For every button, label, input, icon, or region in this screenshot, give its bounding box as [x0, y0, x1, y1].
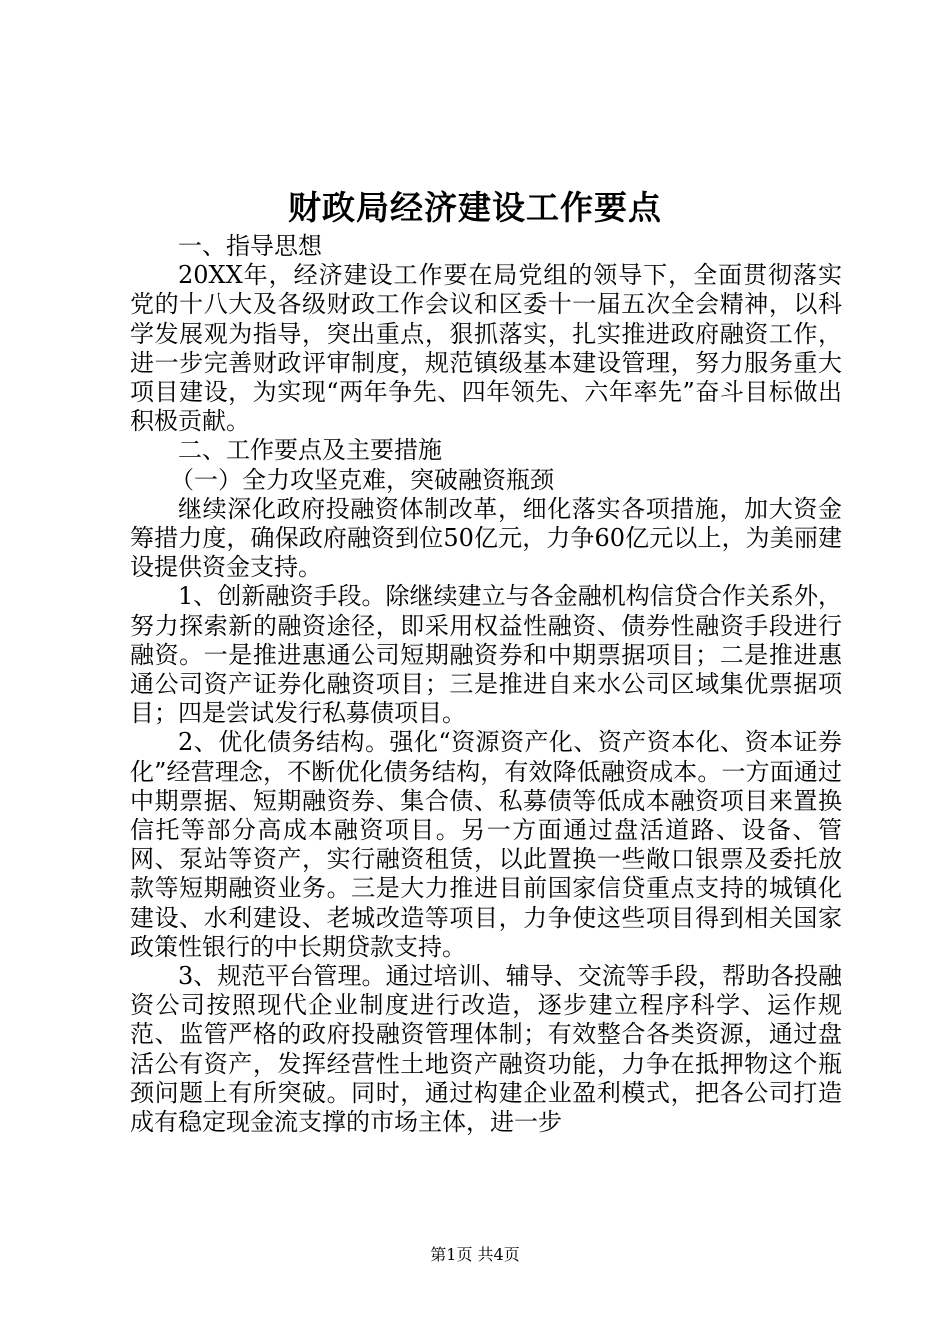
subsection-heading: （一）全力攻坚克难，突破融资瓶颈 — [170, 465, 554, 494]
document-title: 财政局经济建设工作要点 — [288, 188, 662, 227]
page-footer: 第1页 共4页 — [430, 1245, 520, 1264]
paragraph: 继续深化政府投融资体制改革，细化落实各项措施，加大资金筹措力度，确保政府融资到位50亿元，力争60亿元以上，为美丽建设提供资金支持。 — [130, 494, 842, 582]
document-body — [130, 232, 842, 1137]
paragraph: 2、优化债务结构。强化“资源资产化、资产资本化、资本证券化”经营理念，不断优化债务结构，有效降低融资成本。一方面通过中期票据、短期融资券、集合债、私募债等低成本融资项目来置换信托等部分高成本融资项目。另一方面通过盘活道路、设备、管网、泵站等资产，实行融资租赁，以此置换一些敞口银票及委托放款等短期融资业务。三是大力推进目前国家信贷重点支持的城镇化建设、水利建设、老城改造等项目，力争使这些项目得到相关国家政策性银行的中长期贷款支持。 — [130, 728, 842, 961]
section-heading: 二、工作要点及主要措施 — [178, 436, 442, 465]
paragraph: 20XX年，经济建设工作要在局党组的领导下，全面贯彻落实党的十八大及各级财政工作会议和区委十一届五次全会精神，以科学发展观为指导，突出重点，狠抓落实，扎实推进政府融资工作，进一步完善财政评审制度，规范镇级基本建设管理，努力服务重大项目建设，为实现“两年争先、四年领先、六年率先”奋斗目标做出积极贡献。 — [130, 261, 842, 436]
section-heading: 一、指导思想 — [178, 232, 322, 260]
paragraph: 3、规范平台管理。通过培训、辅导、交流等手段，帮助各投融资公司按照现代企业制度进行改造，逐步建立程序科学、运作规范、监管严格的政府投融资管理体制；有效整合各类资源，通过盘活公有资产，发挥经营性土地资产融资功能，力争在抵押物这个瓶颈问题上有所突破。同时，通过构建企业盈利模式，把各公司打造成有稳定现金流支撑的市场主体，进一步 — [130, 962, 842, 1137]
paragraph: 1、创新融资手段。除继续建立与各金融机构信贷合作关系外，努力探索新的融资途径，即采用权益性融资、债券性融资手段进行融资。一是推进惠通公司短期融资券和中期票据项目；二是推进惠通公司资产证券化融资项目；三是推进自来水公司区域集优票据项目；四是尝试发行私募债项目。 — [130, 582, 842, 728]
